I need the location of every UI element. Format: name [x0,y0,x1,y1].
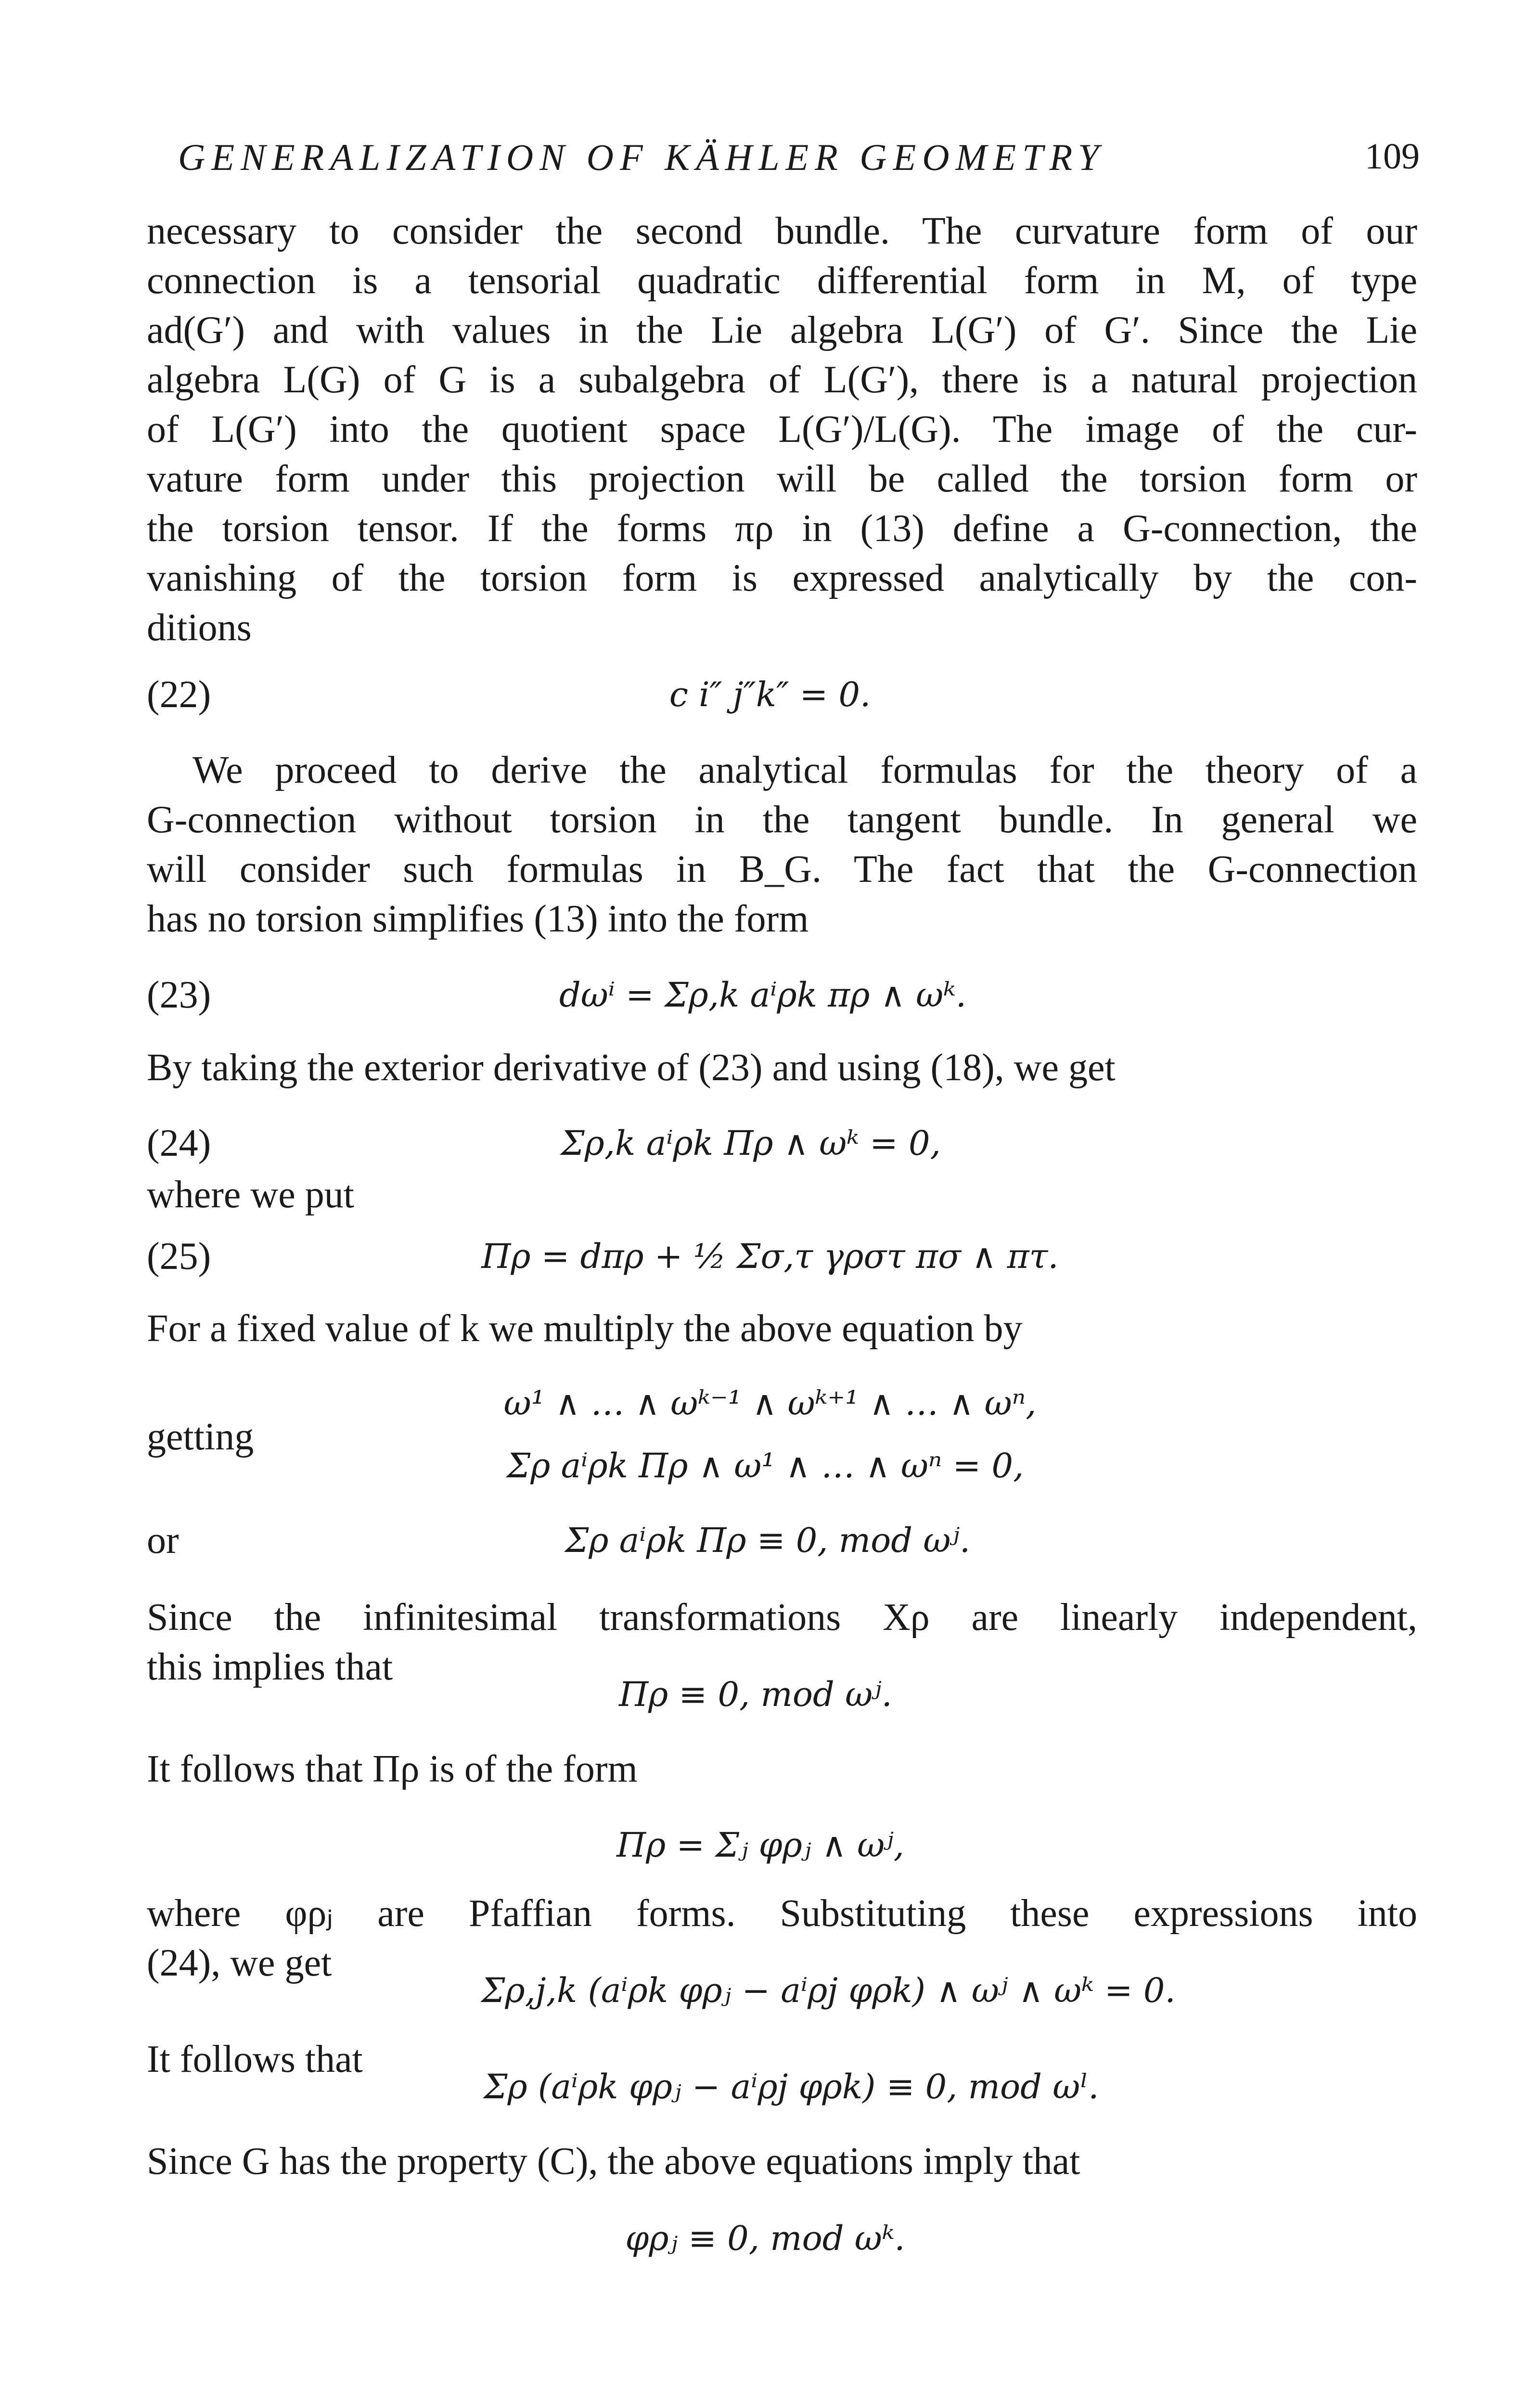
getting-formula: Σρ aⁱρk Πρ ∧ ω¹ ∧ … ∧ ωⁿ = 0, [506,1446,1024,1486]
substitution-formula: Σρ,j,k (aⁱρk φρⱼ − aⁱρj φρk) ∧ ωʲ ∧ ωᵏ = 0. [481,1971,1176,2010]
text-line: Since G has the property (C), the above equations imply that [147,2140,1080,2183]
text-line: will consider such formulas in B_G. The fact that the G-connection [147,848,1417,891]
equation-number: (23) [147,974,211,1016]
page-number: 109 [1365,136,1420,177]
text-line: ad(G′) and with values in the Lie algebra L(G′) of G′. Since the Lie [147,309,1417,351]
or-formula: Σρ aⁱρk Πρ ≡ 0, mod ωʲ. [565,1521,971,1560]
text-line: of L(G′) into the quotient space L(G′)/L(G). The image of the cur- [147,408,1417,451]
equation-24: Σρ,k aⁱρk Πρ ∧ ωᵏ = 0, [561,1124,941,1163]
text-line: algebra L(G) of G is a subalgebra of L(G′), there is a natural projection [147,359,1417,401]
text-line: It follows that Πρ is of the form [147,1748,638,1790]
text-line: Since the infinitesimal transformations Xρ are linearly independent, [147,1596,1417,1639]
final-formula: φρⱼ ≡ 0, mod ωᵏ. [625,2219,905,2258]
text-line: vature form under this projection will be called the torsion form or [147,458,1417,500]
equation-number: (24) [147,1122,211,1164]
getting-label: getting [147,1416,254,1458]
follows-formula: Σρ (aⁱρk φρⱼ − aⁱρj φρk) ≡ 0, mod ωˡ. [484,2067,1099,2106]
text-line: G-connection without torsion in the tangent bundle. In general we [147,799,1417,841]
text-line: We proceed to derive the analytical formulas for the theory of a [192,749,1417,791]
follows-label: It follows that [147,2038,363,2080]
implies-formula: Πρ ≡ 0, mod ωʲ. [619,1675,892,1714]
text-line: has no torsion simplifies (13) into the form [147,898,809,940]
text-line: where we put [147,1174,354,1216]
equation-25: Πρ = dπρ + ½ Σσ,τ γρστ πσ ∧ πτ. [481,1237,1059,1276]
form-formula: Πρ = Σⱼ φρⱼ ∧ ωʲ, [616,1825,904,1865]
wedge-product-formula: ω¹ ∧ … ∧ ωᵏ⁻¹ ∧ ωᵏ⁺¹ ∧ … ∧ ωⁿ, [503,1383,1037,1423]
equation-number: (22) [147,673,211,716]
text-line: vanishing of the torsion form is expressed analytically by the con- [147,557,1417,599]
text-line: where φρⱼ are Pfaffian forms. Substituting these expressions into [147,1892,1417,1935]
or-label: or [147,1519,179,1562]
running-title: GENERALIZATION OF KÄHLER GEOMETRY [178,136,1105,178]
text-line: (24), we get [147,1942,332,1984]
equation-23: dωⁱ = Σρ,k aⁱρk πρ ∧ ωᵏ. [559,975,967,1015]
text-line: For a fixed value of k we multiply the above equation by [147,1307,1023,1350]
text-line: necessary to consider the second bundle. The curvature form of our [147,210,1417,252]
text-line: the torsion tensor. If the forms πρ in (13) define a G-connection, the [147,507,1417,550]
text-line: ditions [147,607,252,649]
text-line: connection is a tensorial quadratic differential form in M, of type [147,259,1417,302]
equation-22: c i″ j″k″ = 0. [669,675,871,714]
running-head [144,136,1420,189]
text-line: By taking the exterior derivative of (23) and using (18), we get [147,1046,1116,1089]
text-line: this implies that [147,1646,393,1688]
equation-number: (25) [147,1235,211,1278]
